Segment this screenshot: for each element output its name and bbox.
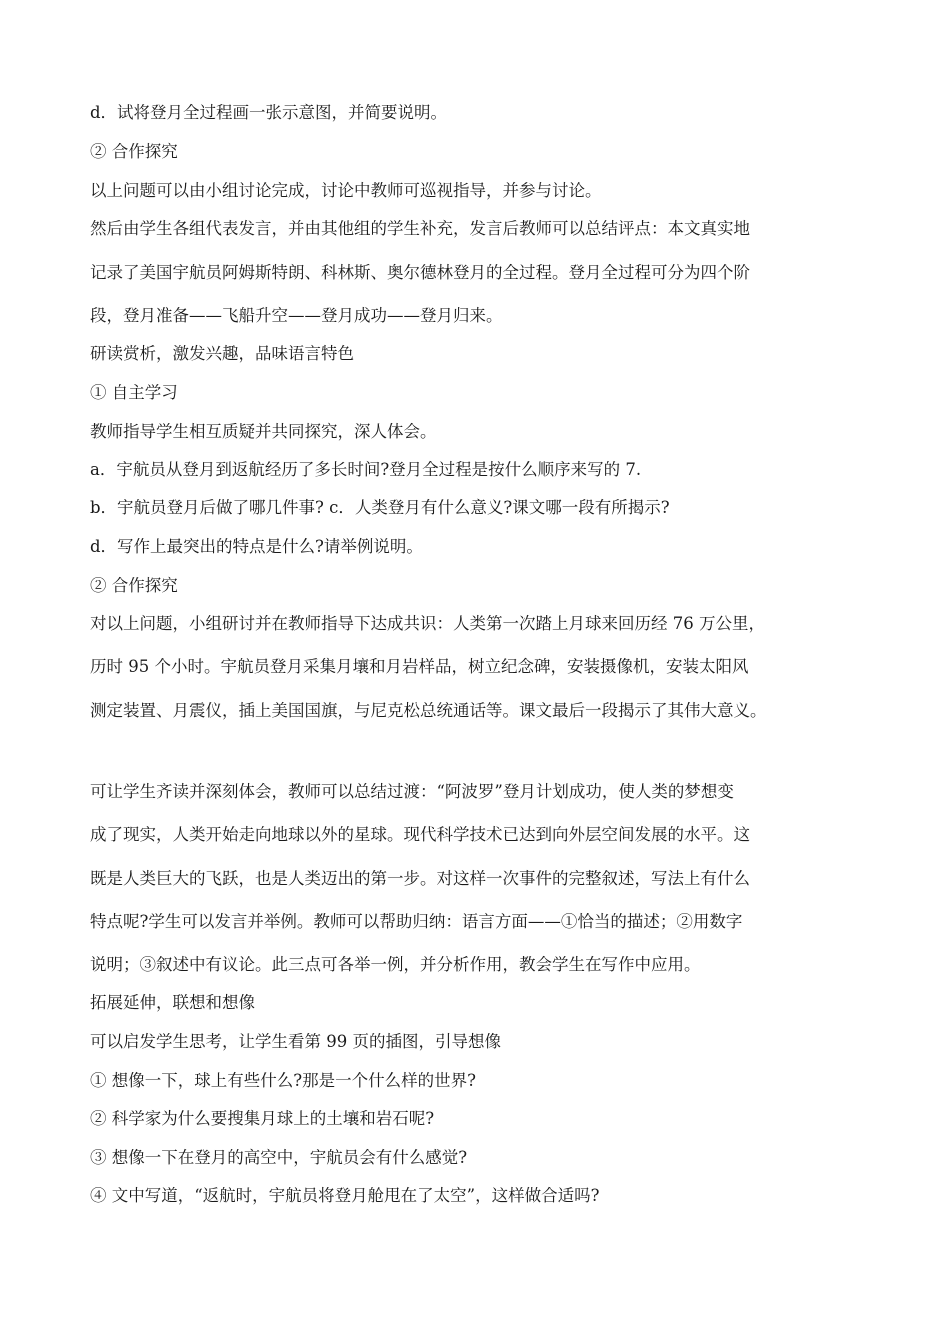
question-item: ③ 想像一下在登月的高空中，宇航员会有什么感觉? (90, 1148, 468, 1167)
question-item: ④ 文中写道，“返航时，宇航员将登月舱甩在了太空”，这样做合适吗? (90, 1186, 600, 1205)
section-heading: ② 合作探究 (90, 142, 178, 161)
text-line: 段，登月准备——飞船升空——登月成功——登月归来。 (90, 306, 503, 325)
question-item: d．写作上最突出的特点是什么?请举例说明。 (90, 537, 423, 556)
question-item: b．宇航员登月后做了哪几件事? c．人类登月有什么意义?课文哪一段有所揭示? (90, 498, 670, 517)
text-line: 测定装置、月震仪，插上美国国旗，与尼克松总统通话等。课文最后一段揭示了其伟大意义。 (90, 701, 767, 720)
text-line: 特点呢?学生可以发言并举例。教师可以帮助归纳：语言方面——①恰当的描述；②用数字 (90, 912, 743, 931)
section-heading: ② 合作探究 (90, 576, 178, 595)
text-line: 教师指导学生相互质疑并共同探究，深人体会。 (90, 422, 437, 441)
question-item: a．宇航员从登月到返航经历了多长时间?登月全过程是按什么顺序来写的 7. (90, 460, 642, 479)
text-line: 对以上问题，小组研讨并在教师指导下达成共识：人类第一次踏上月球来回历经 76 万公里， (90, 614, 765, 633)
section-heading: 拓展延伸，联想和想像 (90, 993, 255, 1012)
text-line: d．试将登月全过程画一张示意图，并简要说明。 (90, 103, 448, 122)
section-heading: 研读赏析，激发兴趣，品味语言特色 (90, 344, 354, 363)
text-line: 以上问题可以由小组讨论完成，讨论中教师可巡视指导，并参与讨论。 (90, 181, 602, 200)
text-line: 说明；③叙述中有议论。此三点可各举一例，并分析作用，教会学生在写作中应用。 (90, 955, 701, 974)
text-line: 可以启发学生思考，让学生看第 99 页的插图，引导想像 (90, 1032, 501, 1051)
text-line: 可让学生齐读并深刻体会，教师可以总结过渡：“阿波罗”登月计划成功，使人类的梦想变 (90, 782, 734, 801)
question-item: ① 想像一下，球上有些什么?那是一个什么样的世界? (90, 1071, 476, 1090)
section-heading: ① 自主学习 (90, 383, 178, 402)
text-line: 成了现实，人类开始走向地球以外的星球。现代科学技术已达到向外层空间发展的水平。这 (90, 825, 750, 844)
question-item: ② 科学家为什么要搜集月球上的土壤和岩石呢? (90, 1109, 435, 1128)
text-line: 历时 95 个小时。宇航员登月采集月壤和月岩样品，树立纪念碑，安装摄像机，安装太阳风 (90, 657, 749, 676)
text-line: 然后由学生各组代表发言，并由其他组的学生补充，发言后教师可以总结评点：本文真实地 (90, 219, 750, 238)
text-line: 记录了美国宇航员阿姆斯特朗、科林斯、奥尔德林登月的全过程。登月全过程可分为四个阶 (90, 263, 750, 282)
text-line: 既是人类巨大的飞跃，也是人类迈出的第一步。对这样一次事件的完整叙述，写法上有什么 (90, 869, 750, 888)
